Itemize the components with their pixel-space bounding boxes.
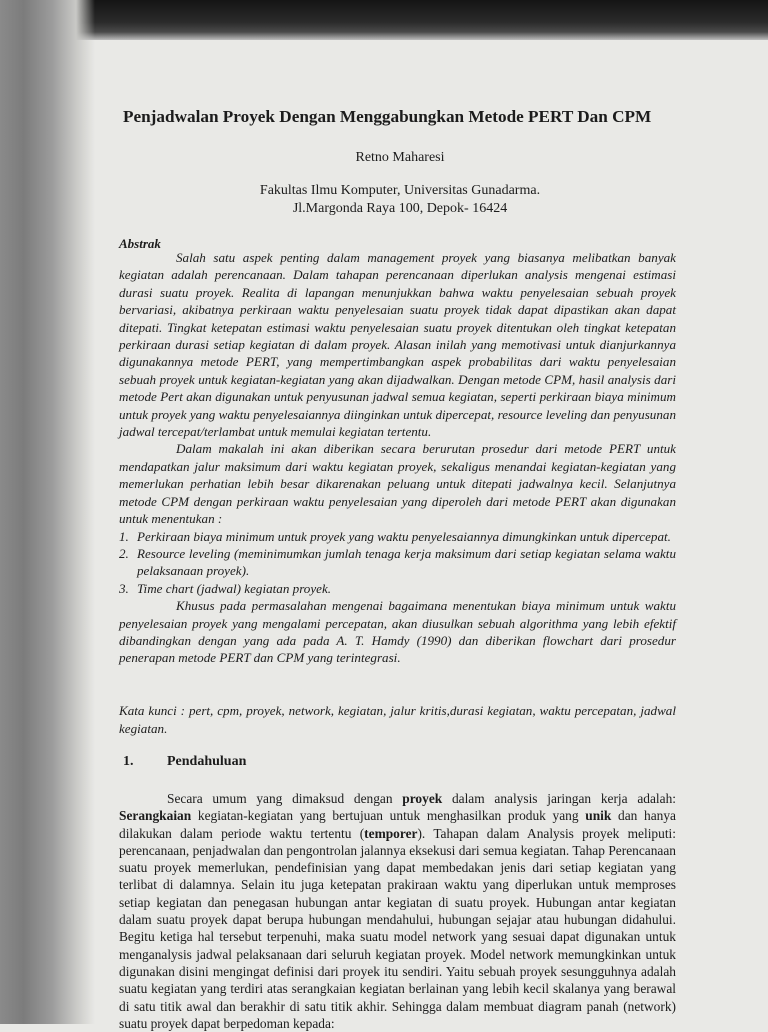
abstract-list-item (119, 528, 676, 545)
list-item-text: Time chart (jadwal) kegiatan proyek. (137, 580, 332, 596)
section-number: 1. (123, 754, 134, 769)
list-item-number: 3. (119, 580, 129, 596)
abstract-list-item (119, 545, 676, 580)
keywords: Kata kunci : pert, cpm, proyek, network, kegiatan, jalur kritis,durasi kegiatan, waktu percepatan, jadwal kegiatan. (119, 703, 676, 736)
affiliation-line-2: Jl.Margonda Raya 100, Depok- 16424 (292, 201, 508, 216)
bold-term-temporer: temporer (364, 825, 418, 841)
section-body (119, 790, 676, 1032)
body-text-run: kegiatan-kegiatan yang bertujuan untuk menghasilkan produk yang (191, 808, 586, 824)
list-item-number: 2. (119, 545, 129, 561)
abstract-heading: Abstrak (119, 236, 161, 251)
body-paragraph (119, 790, 676, 1032)
bold-term-serangkaian: Serangkaian (119, 808, 192, 824)
abstract-body (119, 249, 676, 667)
abstract-list-item (119, 580, 676, 597)
body-text-run: dan hanya dilakukan dalam periode waktu tertentu ( (119, 808, 676, 841)
body-text-run: dalam analysis jaringan kerja adalah: (442, 791, 676, 806)
affiliation-line-1: Fakultas Ilmu Komputer, Universitas Gunadarma. (259, 183, 541, 198)
abstract-paragraph-2: Dalam makalah ini akan diberikan secara berurutan prosedur dari metode PERT untuk mendapatkan jalur maksimum dari waktu kegiatan proyek, sekaligus menandai kegiatan-kegiatan yang memerlukan perhatian lebih besar dikarenakan peluang untuk ditepati jadwalnya kecil. Selanjutnya metode CPM dengan perkiraan waktu penyelesaian yang diperoleh dari metode PERT akan digunakan untuk menentukan : (119, 441, 676, 527)
author-name: Retno Maharesi (355, 150, 445, 165)
paper-title: Penjadwalan Proyek Dengan Menggabungkan Metode PERT Dan CPM (123, 107, 652, 126)
abstract-paragraph-3: Khusus pada permasalahan mengenai bagaimana menentukan biaya minimum untuk waktu penyelesaian proyek yang mengalami percepatan, akan diusulkan sebuah algorithma yang lebih efektif dibandingkan dengan yang ada pada A. T. Hamdy (1990) dan diberikan flowchart dari prosedur penerapan metode PERT dan CPM yang terintegrasi. (119, 598, 676, 666)
body-text-run: Secara umum yang dimaksud dengan (167, 791, 403, 806)
list-item-number: 1. (119, 528, 129, 544)
section-title: Pendahuluan (167, 754, 247, 769)
abstract-paragraph-1: Salah satu aspek penting dalam management proyek yang biasanya melibatkan banyak kegiatan adalah perencanaan. Dalam tahapan perencanaan diperlukan analysis mengenai estimasi durasi suatu proyek. Realita di lapangan menunjukkan bahwa waktu penyelesaian sebuah proyek bervariasi, akibatnya perkiraan waktu penyelesaian suatu proyek tidak dapat dipastikan akan dapat ditepati. Tingkat ketepatan estimasi waktu penyelesaian suatu proyek ditentukan oleh tingkat ketepatan perkiraan durasi setiap kegiatan di dalam proyek. Alasan inilah yang memotivasi untuk dianjurkannya digunakannya metode PERT, yang mempertimbangkan aspek probabilitas dari waktu penyelesaian sebuah proyek untuk kegiatan-kegiatan yang akan dijadwalkan. Dengan metode CPM, hasil analysis dari metode Pert akan digunakan untuk penyusunan jadwal semua kegiatan, seperti perkiraan biaya minimum untuk proyek yang waktu penyelesaiannya diinginkan untuk dipercepat, resource leveling dan penyusunan jadwal tercepat/terlambat untuk memulai kegiatan tertentu. (119, 250, 676, 440)
list-item-text: Resource leveling (meminimumkan jumlah tenaga kerja maksimum dari setiap kegiatan selama waktu pelaksanaan proyek). (137, 545, 676, 579)
list-item-text: Perkiraan biaya minimum untuk proyek yang waktu penyelesaiannya dimungkinkan untuk dipercepat. (137, 528, 671, 544)
bold-term-proyek: proyek (402, 791, 443, 806)
bold-term-unik: unik (585, 808, 612, 824)
abstract-list (119, 528, 676, 598)
body-text-run: ). Tahapan dalam Analysis proyek meliputi: perencanaan, penjadwalan dan pengontrolan jalannya eksekusi dari semua kegiatan. Tahap Perencanaan suatu proyek memerlukan, pendefinisian yang dapat membedakan jenis dari setiap kegiatan yang terlibat di dalamnya. Selain itu juga ketepatan prakiraan waktu yang diperlukan untuk memproses setiap kegiatan dan penegasan hubungan antar kegiatan di suatu proyek. Hubungan antar kegiatan dalam suatu proyek dapat berupa hubungan mendahului, hubungan sejajar atau hubungan didahului. Begitu ketiga hal tersebut terpenuhi, maka suatu model network yang sesuai dapat digunakan untuk menganalysis jadwal pelaksanaan dari seluruh kegiatan proyek. Model network memungkinkan untuk digunakan disini mengingat definisi dari proyek itu sendiri. Yaitu sebuah proyek sesungguhnya adalah suatu kegiatan yang terdiri atas serangkaian kegiatan berlainan yang lebih kecil skalanya yang berawal di satu titik awal dan berakhir di satu titik akhir. Sehingga dalam membuat diagram panah (network) suatu proyek dapat berpedoman kepada: (119, 825, 676, 1031)
